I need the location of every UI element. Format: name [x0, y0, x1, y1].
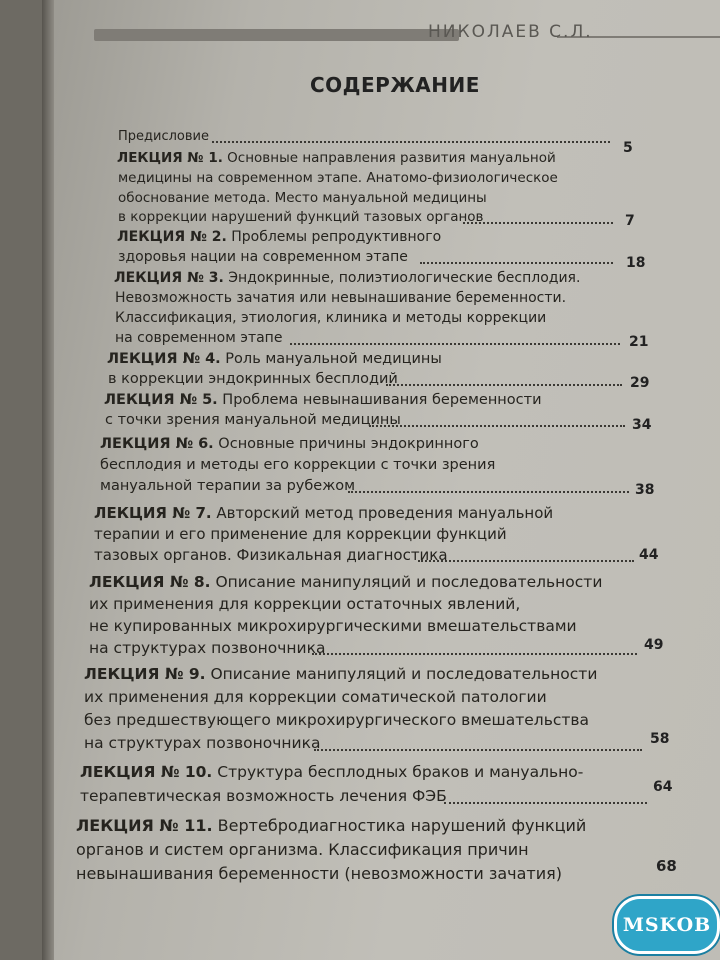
page-gutter-shadow: [42, 0, 54, 960]
toc-leader-dots: [312, 653, 637, 655]
lecture-label: ЛЕКЦИЯ № 1.: [117, 150, 223, 166]
lecture-label: ЛЕКЦИЯ № 5.: [104, 392, 218, 408]
toc-entry-line: в коррекции нарушений функций тазовых органов: [118, 209, 484, 225]
toc-entry-line: их применения для коррекции соматической патологии: [84, 688, 547, 706]
toc-leader-dots: [463, 222, 613, 224]
toc-entry-line: ЛЕКЦИЯ № 4. Роль мануальной медицины: [107, 351, 442, 367]
toc-entry-line: без предшествующего микрохирургического вмешательства: [84, 711, 590, 729]
toc-entry-line: Предисловие: [118, 129, 209, 144]
toc-leader-dots: [212, 141, 610, 143]
lecture-label: ЛЕКЦИЯ № 11.: [76, 816, 213, 835]
toc-entry-line: мануальной терапии за рубежом: [100, 478, 356, 494]
toc-entry-line: не купированных микрохирургическими вмешательствами: [89, 617, 577, 635]
toc-entry-line: в коррекции эндокринных бесплодий: [108, 371, 398, 387]
book-page: [42, 0, 720, 960]
toc-entry-line: ЛЕКЦИЯ № 7. Авторский метод проведения мануальной: [94, 504, 554, 522]
toc-entry-line: на современном этапе: [115, 330, 283, 346]
lecture-label: ЛЕКЦИЯ № 4.: [107, 351, 221, 367]
toc-leader-dots: [348, 491, 629, 493]
watermark-text: MSKOB: [622, 914, 712, 936]
toc-page-number: 38: [635, 482, 655, 498]
toc-entry-line: терапии и его применение для коррекции функций: [94, 525, 507, 543]
toc-leader-dots: [444, 802, 647, 804]
lecture-label: ЛЕКЦИЯ № 2.: [117, 229, 227, 245]
toc-entry-line: ЛЕКЦИЯ № 11. Вертебродиагностика нарушений функций: [76, 816, 587, 835]
toc-page-number: 58: [650, 731, 670, 747]
toc-entry-line: на структурах позвоночника: [84, 734, 321, 752]
toc-page-number: 49: [644, 637, 664, 653]
toc-leader-dots: [314, 749, 642, 751]
toc-entry-line: обоснование метода. Место мануальной медицины: [118, 190, 487, 206]
toc-entry-line: бесплодия и методы его коррекции с точки зрения: [100, 457, 496, 473]
toc-entry-line: невынашивания беременности (невозможности зачатия): [76, 864, 562, 883]
toc-page-number: 64: [653, 779, 673, 795]
toc-entry-line: ЛЕКЦИЯ № 5. Проблема невынашивания беременности: [104, 392, 542, 408]
toc-page-number: 34: [632, 417, 652, 433]
lecture-label: ЛЕКЦИЯ № 7.: [94, 504, 212, 522]
lecture-label: ЛЕКЦИЯ № 8.: [89, 573, 211, 591]
toc-entry-line: органов и систем организма. Классификация причин: [76, 840, 529, 859]
toc-page-number: 21: [629, 334, 649, 350]
running-head: НИКОЛАЕВ С.Л.: [428, 22, 593, 42]
toc-page-number: 5: [623, 140, 633, 156]
toc-leader-dots: [369, 425, 625, 427]
page-title: СОДЕРЖАНИЕ: [310, 73, 480, 97]
toc-entry-line: их применения для коррекции остаточных явлений,: [89, 595, 521, 613]
lecture-label: ЛЕКЦИЯ № 3.: [114, 270, 224, 286]
toc-entry-line: терапевтическая возможность лечения ФЭБ: [80, 787, 447, 805]
toc-page-number: 7: [625, 213, 635, 229]
toc-entry-line: Невозможность зачатия или невынашивание беременности.: [115, 290, 567, 306]
toc-entry-line: ЛЕКЦИЯ № 6. Основные причины эндокринного: [100, 436, 479, 452]
toc-page-number: 18: [626, 255, 646, 271]
toc-leader-dots: [290, 343, 620, 345]
toc-entry-line: Классификация, этиология, клиника и методы коррекции: [115, 310, 547, 326]
toc-entry-line: ЛЕКЦИЯ № 10. Структура бесплодных браков и мануально-: [80, 763, 584, 781]
lecture-label: ЛЕКЦИЯ № 10.: [80, 763, 213, 781]
toc-entry-line: тазовых органов. Физикальная диагностика: [94, 546, 448, 564]
toc-entry-line: медицины на современном этапе. Анатомо-физиологическое: [118, 170, 558, 186]
toc-page-number: 29: [630, 375, 650, 391]
toc-entry-line: здоровья нации на современном этапе: [118, 249, 408, 265]
toc-page-number: 44: [639, 547, 659, 563]
toc-entry-line: ЛЕКЦИЯ № 1. Основные направления развития мануальной: [117, 150, 556, 166]
toc-leader-dots: [420, 262, 613, 264]
header-rule-bar: [94, 29, 459, 41]
toc-entry-line: ЛЕКЦИЯ № 2. Проблемы репродуктивного: [117, 229, 442, 245]
toc-page-number: 68: [656, 857, 677, 875]
toc-entry-line: ЛЕКЦИЯ № 8. Описание манипуляций и последовательности: [89, 573, 603, 591]
watermark-logo: [614, 896, 720, 954]
toc-entry-line: с точки зрения мануальной медицины: [105, 412, 401, 428]
toc-entry-line: ЛЕКЦИЯ № 3. Эндокринные, полиэтиологические бесплодия.: [114, 270, 581, 286]
toc-leader-dots: [418, 560, 634, 562]
lecture-label: ЛЕКЦИЯ № 6.: [100, 436, 214, 452]
toc-leader-dots: [386, 384, 622, 386]
toc-entry-line: на структурах позвоночника: [89, 639, 326, 657]
lecture-label: ЛЕКЦИЯ № 9.: [84, 665, 206, 683]
toc-entry-line: ЛЕКЦИЯ № 9. Описание манипуляций и последовательности: [84, 665, 598, 683]
